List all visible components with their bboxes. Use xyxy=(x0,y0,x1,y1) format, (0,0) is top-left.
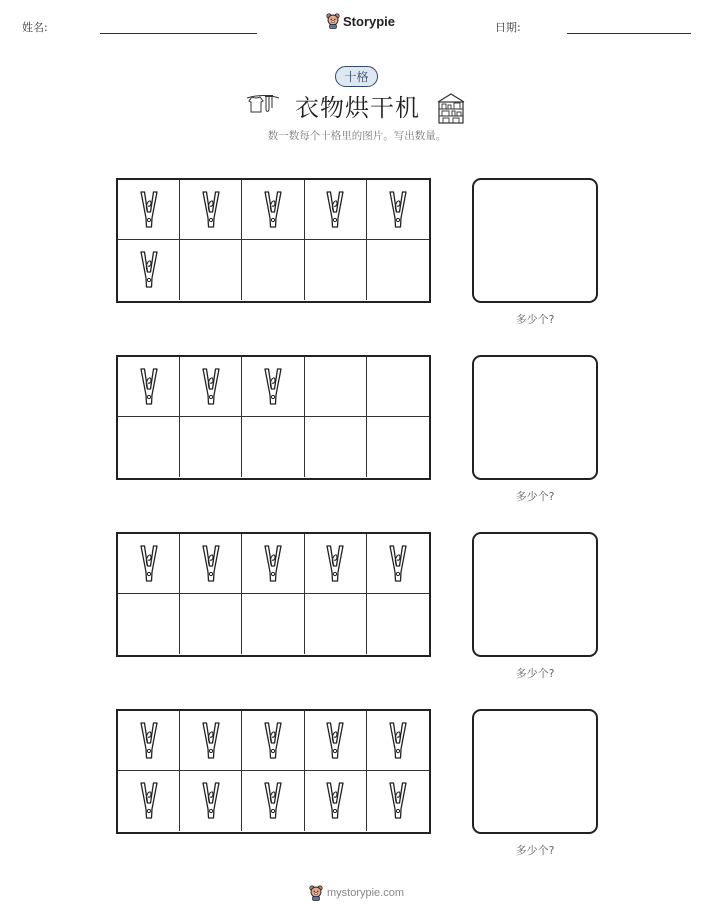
clothespin-icon xyxy=(201,544,221,584)
laundry-shelf-icon xyxy=(436,92,466,124)
ten-frame-cell xyxy=(367,417,429,477)
ten-frame-cell xyxy=(180,417,242,477)
ten-frame-cell xyxy=(180,711,242,771)
clothespin-icon xyxy=(139,190,159,230)
footer-site: mystorypie.com xyxy=(327,887,405,899)
clothespin-icon xyxy=(325,544,345,584)
name-label: 姓名: xyxy=(22,21,48,34)
ten-frame-cell xyxy=(305,240,367,300)
ten-frame-cell xyxy=(180,357,242,417)
how-many-label: 多少个? xyxy=(515,667,555,680)
instructions: 数一数每个十格里的图片。写出数量。 xyxy=(267,130,447,142)
ten-frame xyxy=(116,532,431,657)
how-many-label: 多少个? xyxy=(515,313,555,326)
ten-frame-cell xyxy=(180,180,242,240)
ten-frame xyxy=(116,355,431,480)
ten-frame-cell xyxy=(118,417,180,477)
ten-frame-cell xyxy=(180,534,242,594)
clothespin-icon xyxy=(263,367,283,407)
how-many-label: 多少个? xyxy=(515,844,555,857)
ten-frame-cell xyxy=(242,771,304,831)
ten-frame-cell xyxy=(367,357,429,417)
ten-frame-cell xyxy=(305,357,367,417)
ten-frame-cell xyxy=(180,771,242,831)
ten-frame-cell xyxy=(305,594,367,654)
ten-frame-cell xyxy=(367,711,429,771)
ten-frame-cell xyxy=(180,594,242,654)
how-many-label: 多少个? xyxy=(515,490,555,503)
ten-frame-cell xyxy=(305,534,367,594)
clothespin-icon xyxy=(263,721,283,761)
clothespin-icon xyxy=(325,781,345,821)
answer-box[interactable] xyxy=(472,178,598,303)
footer xyxy=(309,885,404,901)
ten-frame-cell xyxy=(118,534,180,594)
ten-frame-cell xyxy=(305,180,367,240)
ten-frame-cell xyxy=(118,357,180,417)
clothespin-icon xyxy=(388,781,408,821)
answer-box[interactable] xyxy=(472,532,598,657)
page-title: 衣物烘干机 xyxy=(295,94,420,122)
clothespin-icon xyxy=(201,190,221,230)
ten-frame-cell xyxy=(242,357,304,417)
ten-frame-cell xyxy=(242,180,304,240)
ten-frame-cell xyxy=(118,711,180,771)
clothesline-icon xyxy=(246,92,280,118)
ten-frame-badge: 十格 xyxy=(335,66,378,87)
date-line[interactable] xyxy=(567,33,691,34)
clothespin-icon xyxy=(388,190,408,230)
ten-frame-cell xyxy=(242,240,304,300)
ten-frame-cell xyxy=(118,240,180,300)
clothespin-icon xyxy=(201,367,221,407)
answer-box[interactable] xyxy=(472,355,598,480)
ten-frame-cell xyxy=(367,594,429,654)
ten-frame-cell xyxy=(367,534,429,594)
date-label: 日期: xyxy=(495,21,521,34)
clothespin-icon xyxy=(139,250,159,290)
brand-logo xyxy=(326,13,395,29)
ten-frame-cell xyxy=(118,594,180,654)
brand-name: Storypie xyxy=(343,13,396,29)
clothespin-icon xyxy=(388,544,408,584)
clothespin-icon xyxy=(263,544,283,584)
bear-icon xyxy=(309,885,323,901)
clothespin-icon xyxy=(139,721,159,761)
clothespin-icon xyxy=(263,190,283,230)
ten-frame-cell xyxy=(305,711,367,771)
ten-frame-cell xyxy=(242,594,304,654)
ten-frame-cell xyxy=(305,417,367,477)
clothespin-icon xyxy=(201,781,221,821)
clothespin-icon xyxy=(139,781,159,821)
ten-frame-cell xyxy=(305,771,367,831)
clothespin-icon xyxy=(325,721,345,761)
clothespin-icon xyxy=(139,367,159,407)
clothespin-icon xyxy=(388,721,408,761)
name-line[interactable] xyxy=(100,33,257,34)
ten-frame-cell xyxy=(367,240,429,300)
clothespin-icon xyxy=(201,721,221,761)
clothespin-icon xyxy=(325,190,345,230)
ten-frame-cell xyxy=(118,771,180,831)
bear-icon xyxy=(326,13,340,29)
clothespin-icon xyxy=(263,781,283,821)
ten-frame-cell xyxy=(242,417,304,477)
ten-frame xyxy=(116,709,431,834)
ten-frame xyxy=(116,178,431,303)
ten-frame-cell xyxy=(367,771,429,831)
clothespin-icon xyxy=(139,544,159,584)
ten-frame-cell xyxy=(242,534,304,594)
ten-frame-cell xyxy=(367,180,429,240)
ten-frame-cell xyxy=(180,240,242,300)
ten-frame-cell xyxy=(118,180,180,240)
answer-box[interactable] xyxy=(472,709,598,834)
ten-frame-cell xyxy=(242,711,304,771)
